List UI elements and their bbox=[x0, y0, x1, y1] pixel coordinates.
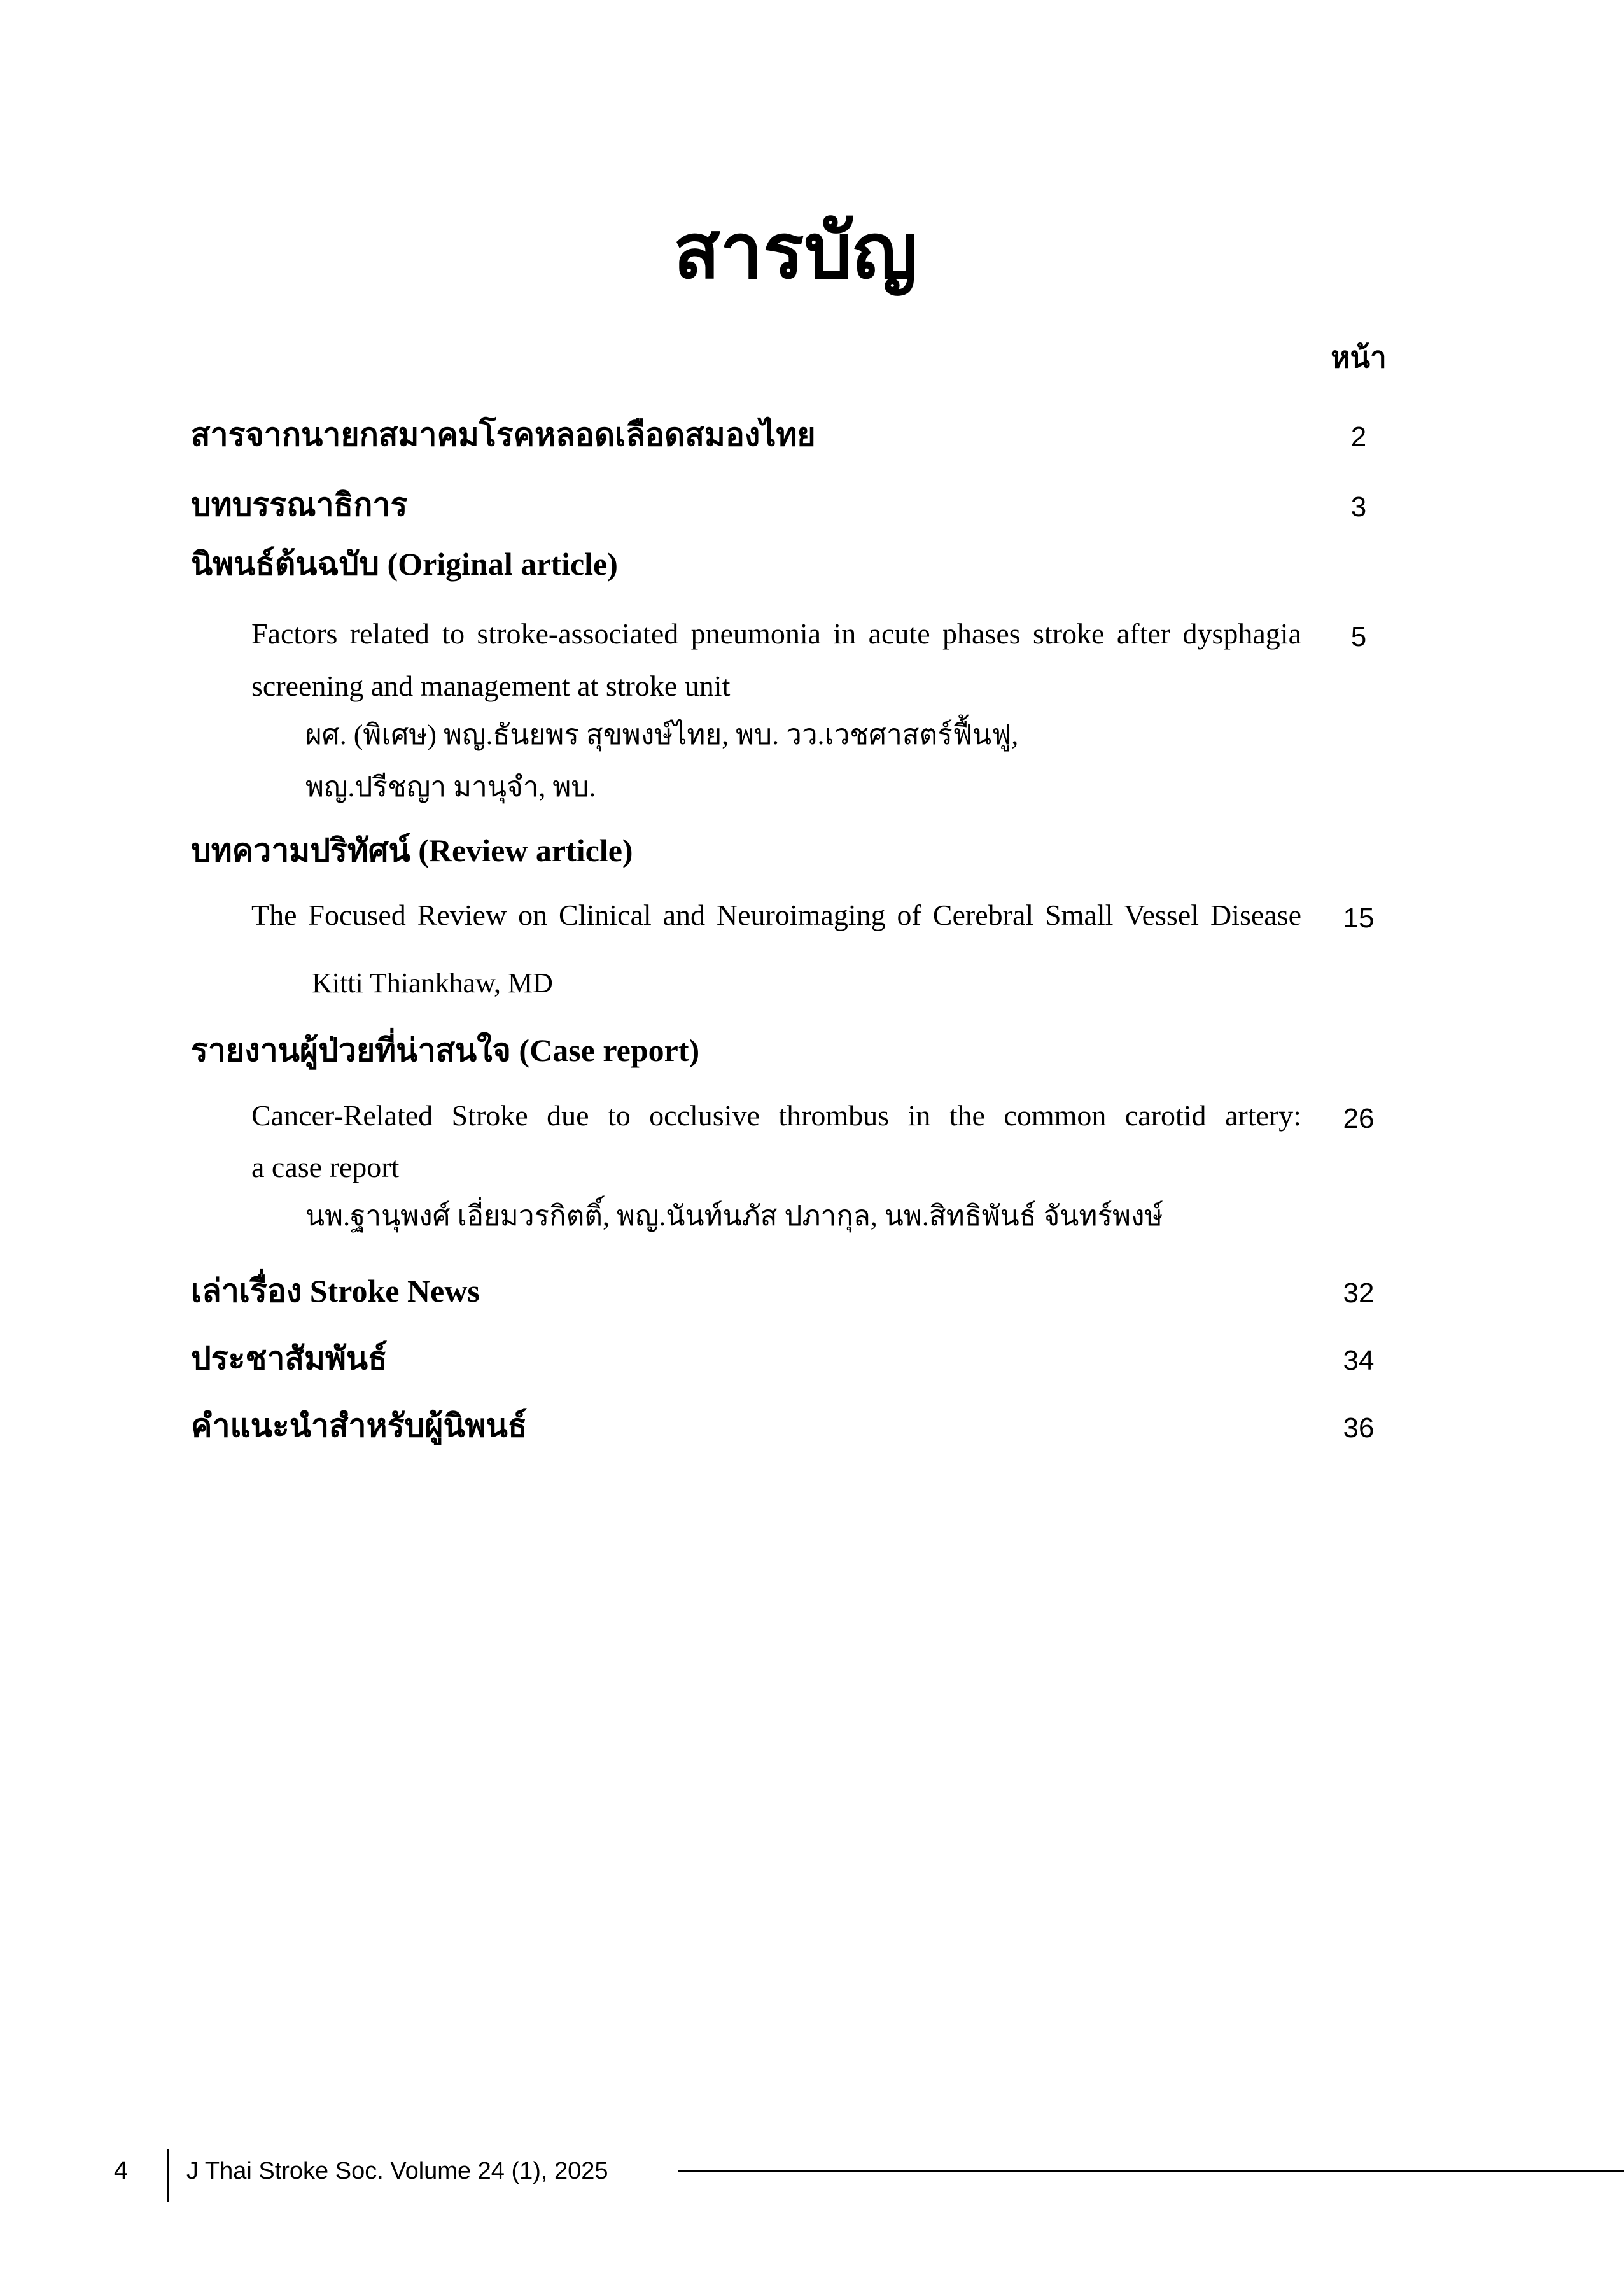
article-title-line: a case report bbox=[251, 1151, 400, 1183]
toc-entry-page: 26 bbox=[1343, 1103, 1375, 1134]
footer-journal-title: J Thai Stroke Soc. Volume 24 (1), 2025 bbox=[186, 2158, 608, 2184]
article-title-line: The Focused Review on Clinical and Neuroimaging of Cerebral Small Vessel Disease bbox=[251, 899, 1301, 931]
footer-divider bbox=[167, 2149, 169, 2202]
section-heading: นิพนธ์ต้นฉบับ (Original article) bbox=[191, 546, 618, 582]
article-authors: Kitti Thiankhaw, MD bbox=[312, 967, 553, 999]
article-title-line: Factors related to stroke-associated pneumonia in acute phases stroke after dysphagia bbox=[251, 617, 1301, 650]
page-title: สารบัญ bbox=[673, 209, 918, 294]
toc-entry-label: บทบรรณาธิการ bbox=[191, 487, 408, 523]
toc-entry-label: เล่าเรื่อง Stroke News bbox=[191, 1273, 480, 1309]
toc-entry-page: 36 bbox=[1343, 1412, 1375, 1444]
section-heading: บทความปริทัศน์ (Review article) bbox=[191, 833, 633, 868]
article-authors: นพ.ฐานุพงศ์ เอี่ยมวรกิตติ์, พญ.นันท์นภัส ปภากุล, นพ.สิทธิพันธ์ จันทร์พงษ์ bbox=[305, 1200, 1163, 1232]
page-column-header: หน้า bbox=[1331, 341, 1387, 374]
toc-entry-label: คำแนะนำสำหรับผู้นิพนธ์ bbox=[191, 1408, 528, 1444]
article-title-line: Cancer-Related Stroke due to occlusive thrombus in the common carotid artery: bbox=[251, 1099, 1301, 1132]
article-authors: ผศ. (พิเศษ) พญ.ธันยพร สุขพงษ์ไทย, พบ. วว.เวชศาสตร์ฟื้นฟู, bbox=[305, 719, 1019, 750]
toc-entry-page: 32 bbox=[1343, 1277, 1375, 1309]
toc-entry-page: 5 bbox=[1350, 621, 1367, 652]
toc-entry-page: 2 bbox=[1350, 421, 1367, 453]
toc-entry-page: 3 bbox=[1350, 491, 1367, 523]
toc-entry-label: ประชาสัมพันธ์ bbox=[191, 1340, 388, 1376]
footer-page-number: 4 bbox=[113, 2156, 129, 2184]
footer-rule bbox=[678, 2170, 1624, 2172]
article-title-line: screening and management at stroke unit bbox=[251, 670, 731, 702]
toc-entry-label: สารจากนายกสมาคมโรคหลอดเลือดสมองไทย bbox=[191, 417, 816, 453]
article-authors: พญ.ปรีชญา มานุจำ, พบ. bbox=[305, 771, 596, 803]
toc-entry-page: 15 bbox=[1343, 903, 1375, 934]
section-heading: รายงานผู้ป่วยที่น่าสนใจ (Case report) bbox=[191, 1032, 700, 1068]
toc-entry-page: 34 bbox=[1343, 1345, 1375, 1376]
